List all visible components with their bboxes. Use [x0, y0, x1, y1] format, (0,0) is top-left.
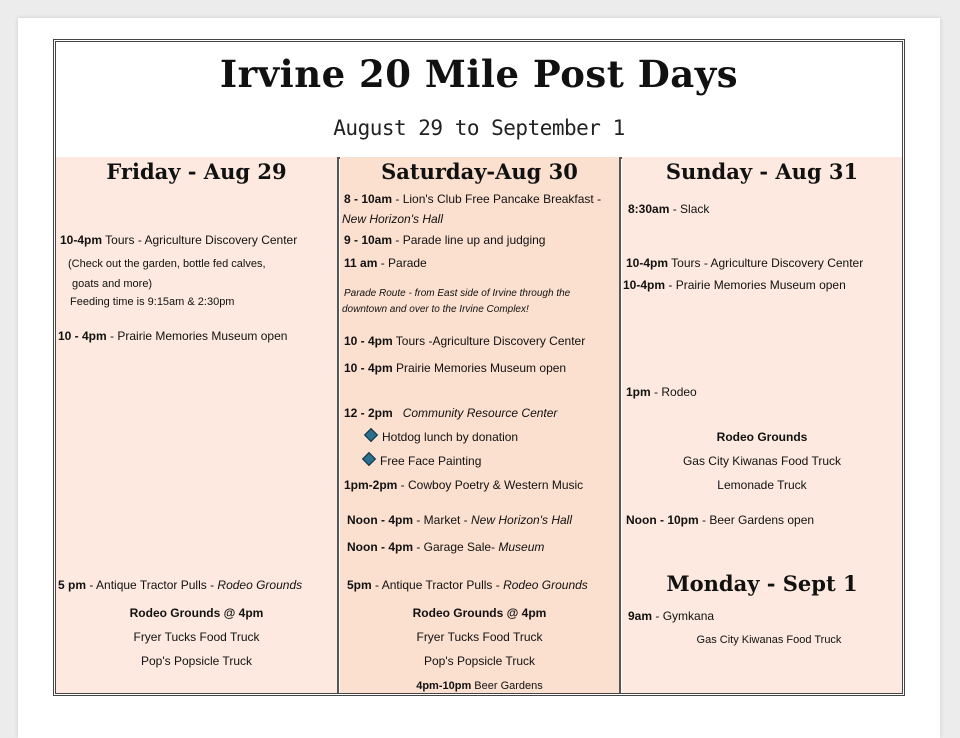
saturday-parade-lineup: 9 - 10am - Parade line up and judging — [344, 233, 546, 247]
monday-gymkana: 9am - Gymkana — [628, 609, 715, 623]
friday-note-1: (Check out the garden, bottle fed calves, — [68, 258, 266, 270]
sunday-truck-2: Lemonade Truck — [717, 478, 807, 492]
saturday-route-2: downtown and over to the Irvine Complex! — [342, 304, 529, 315]
diamond-bullet-icon — [364, 428, 378, 442]
sunday-truck-1: Gas City Kiwanas Food Truck — [682, 454, 842, 468]
friday-truck-1: Fryer Tucks Food Truck — [133, 630, 260, 644]
saturday-bullet-hotdog: Hotdog lunch by donation — [366, 429, 518, 445]
friday-tours: 10-4pm Tours - Agriculture Discovery Center — [60, 233, 298, 247]
sunday-tours: 10-4pm Tours - Agriculture Discovery Center — [626, 256, 864, 270]
saturday-truck-1: Fryer Tucks Food Truck — [416, 630, 543, 644]
saturday-tours: 10 - 4pm Tours -Agriculture Discovery Center — [344, 334, 586, 348]
schedule-frame — [53, 39, 905, 696]
saturday-route-1: Parade Route - from East side of Irvine through the — [344, 288, 571, 299]
sunday-rodeo-heading: Rodeo Grounds — [716, 430, 808, 444]
saturday-truck-2: Pop's Popsicle Truck — [423, 654, 535, 668]
saturday-rodeo-heading: Rodeo Grounds @ 4pm — [412, 606, 547, 620]
sunday-slack: 8:30am - Slack — [628, 202, 710, 216]
event-dates: August 29 to September 1 — [333, 116, 625, 140]
sunday-rodeo: 1pm - Rodeo — [626, 385, 697, 399]
friday-truck-2: Pop's Popsicle Truck — [140, 654, 252, 668]
saturday-parade: 11 am - Parade — [344, 256, 427, 270]
saturday-bullet-face-painting: Free Face Painting — [364, 453, 481, 469]
saturday-poetry: 1pm-2pm - Cowboy Poetry & Western Music — [344, 478, 584, 492]
event-title: Irvine 20 Mile Post Days — [219, 52, 739, 96]
sunday-column — [622, 157, 902, 693]
friday-column — [56, 157, 339, 693]
diamond-bullet-icon — [362, 452, 376, 466]
saturday-community-center: 12 - 2pm Community Resource Center — [344, 406, 558, 420]
monday-truck-1: Gas City Kiwanas Food Truck — [696, 634, 842, 646]
monday-heading: Monday - Sept 1 — [666, 571, 858, 596]
friday-tractor-pulls: 5 pm - Antique Tractor Pulls - Rodeo Grounds — [58, 578, 303, 592]
friday-note-3: Feeding time is 9:15am & 2:30pm — [70, 296, 235, 308]
saturday-tractor-pulls: 5pm - Antique Tractor Pulls - Rodeo Grounds — [347, 578, 588, 592]
friday-rodeo-heading: Rodeo Grounds @ 4pm — [129, 606, 264, 620]
saturday-breakfast-place: New Horizon's Hall — [342, 212, 443, 226]
saturday-heading: Saturday-Aug 30 — [381, 159, 578, 184]
saturday-beer-gardens: 4pm-10pm Beer Gardens — [416, 680, 543, 692]
saturday-garage-sale: Noon - 4pm - Garage Sale- Museum — [347, 540, 545, 554]
saturday-market: Noon - 4pm - Market - New Horizon's Hall — [347, 513, 573, 527]
sunday-beer-gardens: Noon - 10pm - Beer Gardens open — [626, 513, 815, 527]
sunday-museum: 10-4pm - Prairie Memories Museum open — [623, 278, 846, 292]
saturday-breakfast: 8 - 10am - Lion's Club Free Pancake Breakfast - — [344, 192, 602, 206]
friday-note-2: goats and more) — [72, 278, 153, 290]
schedule-header — [56, 42, 902, 159]
friday-heading: Friday - Aug 29 — [106, 159, 287, 184]
friday-museum: 10 - 4pm - Prairie Memories Museum open — [58, 329, 288, 343]
sunday-heading: Sunday - Aug 31 — [665, 159, 859, 184]
saturday-museum: 10 - 4pm Prairie Memories Museum open — [344, 361, 567, 375]
saturday-column — [340, 157, 621, 693]
